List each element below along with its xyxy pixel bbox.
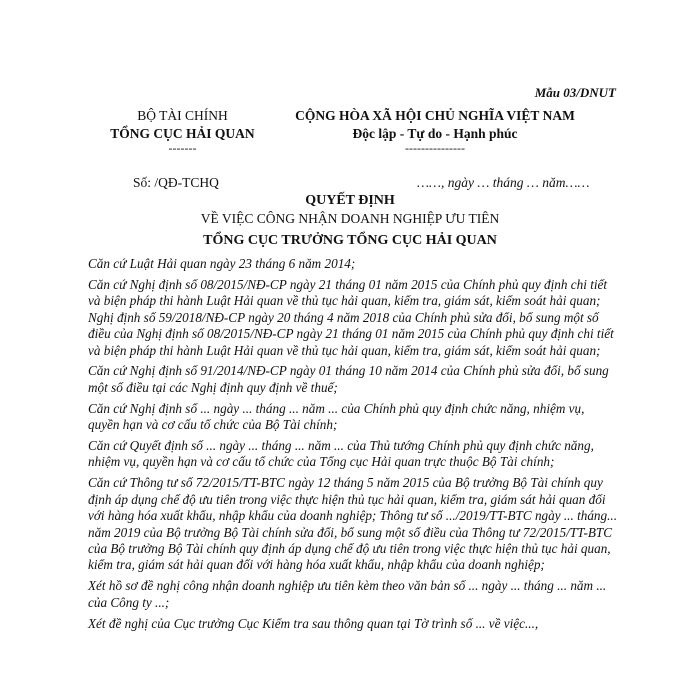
legal-basis-paragraph: Căn cứ Thông tư số 72/2015/TT-BTC ngày 12 tháng 5 năm 2015 của Bộ trưởng Bộ Tài chính quy định áp dụng chế độ ưu tiên trong việc thực hiện thủ tục hải quan, kiểm tra, giám sát hải quan đối với hàng hóa xuất khẩu, nhập khẩu của doanh nghiệp; Thông tư số .../2019/TT-BTC ngày ... tháng... năm 2019 của Bộ trưởng Bộ Tài chính sửa đổi, bổ sung một số điều của Thông tư 72/2015/TT-BTC của Bộ trưởng Bộ Tài chính quy định áp dụng chế độ ưu tiên trong việc thực hiện thủ tục hải quan, kiểm tra, giám sát hải quan đối với hàng hóa xuất khẩu, nhập khẩu của doanh nghiệp; [88, 475, 618, 573]
legal-basis-paragraph: Căn cứ Nghị định số ... ngày ... tháng ... năm ... của Chính phủ quy định chức năng, nhiệm vụ, quyền hạn và cơ cấu tổ chức của Bộ Tài chính; [88, 400, 585, 433]
document-number: Số: /QĐ-TCHQ [133, 175, 219, 190]
consideration-paragraph: Xét đề nghị của Cục trưởng Cục Kiểm tra sau thông quan tại Tờ trình số ... về việc..., [88, 615, 539, 631]
department-name: TỔNG CỤC HẢI QUAN [110, 126, 255, 141]
consideration-paragraph: Xét hồ sơ đề nghị công nhận doanh nghiệp ưu tiên kèm theo văn bản số ... ngày ... tháng ... năm ... của Công ty ...; [88, 578, 607, 610]
republic-title: CỘNG HÒA XÃ HỘI CHỦ NGHĨA VIỆT NAM [295, 108, 575, 123]
national-motto: Độc lập - Tự do - Hạnh phúc [352, 126, 518, 141]
ministry-name: BỘ TÀI CHÍNH [137, 108, 228, 123]
issuing-authority: TỔNG CỤC TRƯỞNG TỔNG CỤC HẢI QUAN [203, 233, 497, 248]
right-divider: --------------- [405, 141, 465, 155]
left-divider: ------- [168, 141, 197, 155]
place-date: ……, ngày … tháng … năm…… [417, 175, 590, 190]
legal-basis-paragraph: Căn cứ Nghị định số 91/2014/NĐ-CP ngày 01 tháng 10 năm 2014 của Chính phủ sửa đổi, bổ sung một số điều tại các Nghị định quy định về thuế; [88, 363, 609, 395]
document-type: QUYẾT ĐỊNH [305, 193, 395, 208]
document-subject: VỀ VIỆC CÔNG NHẬN DOANH NGHIỆP ƯU TIÊN [200, 211, 500, 226]
legal-basis-paragraph: Căn cứ Nghị định số 08/2015/NĐ-CP ngày 21 tháng 01 năm 2015 của Chính phủ quy định chi tiết và biện pháp thi hành Luật Hải quan về thủ tục hải quan, kiểm tra, giám sát, kiểm soát hải quan; Nghị định số 59/2018/NĐ-CP ngày 20 tháng 4 năm 2018 của Chính phủ sửa đổi, bổ sung một số điều của Nghị định số 08/2015/NĐ-CP ngày 21 tháng 01 năm 2015 của Chính phủ quy định chi tiết và biện pháp thi hành Luật Hải quan về thủ tục hải quan, kiểm tra, giám sát, kiểm soát hải quan; [88, 276, 614, 358]
form-code: Mẫu 03/DNUT [534, 85, 616, 100]
legal-basis-paragraph: Căn cứ Luật Hải quan ngày 23 tháng 6 năm 2014; [88, 256, 356, 271]
legal-basis-paragraph: Căn cứ Quyết định số ... ngày ... tháng ... năm ... của Thủ tướng Chính phủ quy định chức năng, nhiệm vụ, quyền hạn và cơ cấu tổ chức của Tổng cục Hải quan trực thuộc Bộ Tài chính; [88, 438, 594, 470]
document-body [88, 256, 618, 637]
